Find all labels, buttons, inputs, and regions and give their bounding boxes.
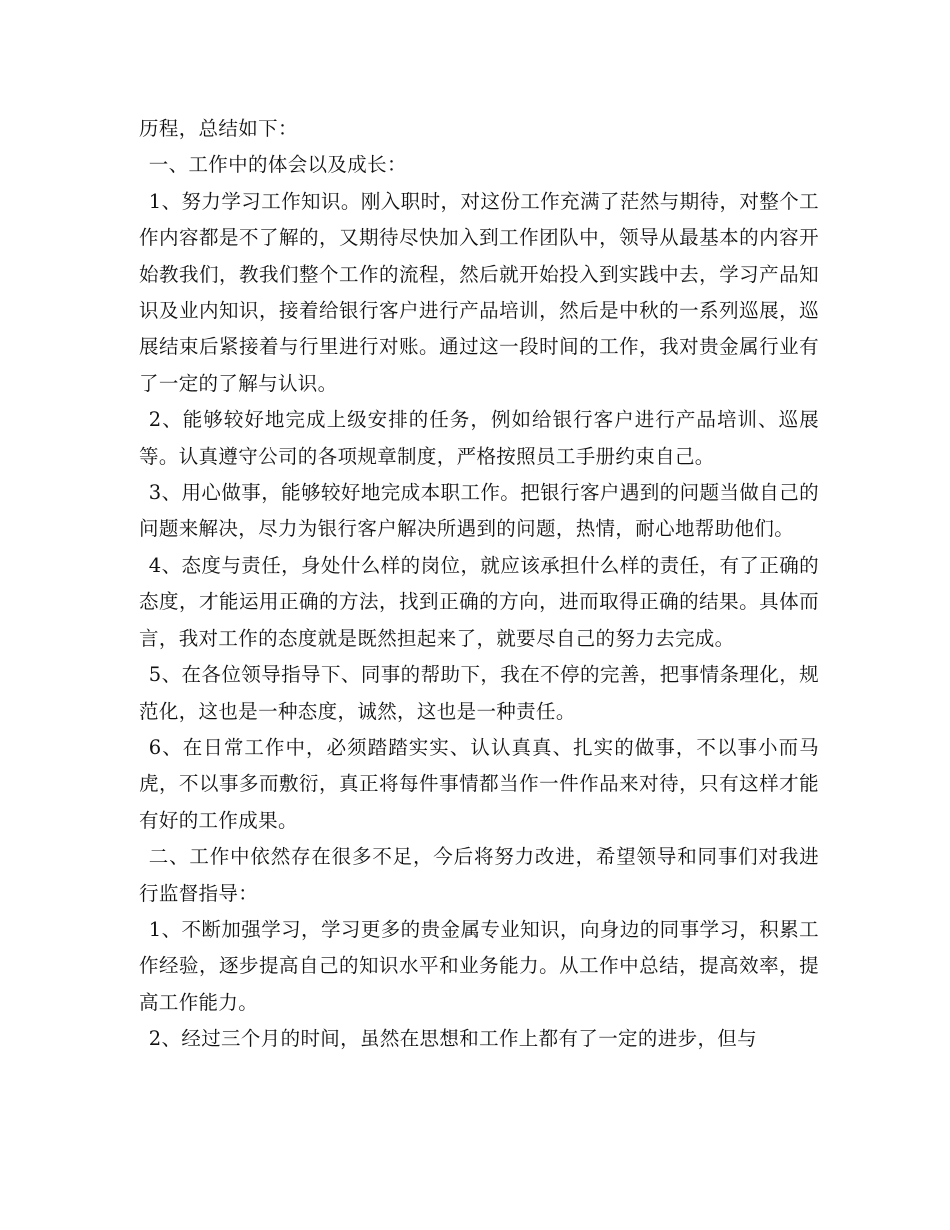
paragraph-item-1-6: 6、在日常工作中，必须踏踏实实、认认真真、扎实的做事，不以事小而马虎，不以事多而敷衍，真正将每件事情都当作一件作品来对待，只有这样才能有好的工作成果。	[139, 735, 819, 832]
paragraph-item-1-4: 4、态度与责任，身处什么样的岗位，就应该承担什么样的责任，有了正确的态度，才能运用正确的方法，找到正确的方向，进而取得正确的结果。具体而言，我对工作的态度就是既然担起来了，就要尽自己的努力去完成。	[139, 553, 819, 650]
paragraph-intro: 历程，总结如下：	[139, 117, 298, 140]
document-body	[139, 111, 819, 1058]
paragraph-item-1-2: 2、能够较好地完成上级安排的任务，例如给银行客户进行产品培训、巡展等。认真遵守公司的各项规章制度，严格按照员工手册约束自己。	[139, 408, 819, 468]
paragraph-item-1-5: 5、在各位领导指导下、同事的帮助下，我在不停的完善，把事情条理化，规范化，这也是一种态度，诚然，这也是一种责任。	[139, 663, 819, 723]
paragraph-item-1-3: 3、用心做事，能够较好地完成本职工作。把银行客户遇到的问题当做自己的问题来解决，尽力为银行客户解决所遇到的问题，热情，耐心地帮助他们。	[139, 481, 819, 541]
paragraph-item-1-1: 1、努力学习工作知识。刚入职时，对这份工作充满了茫然与期待，对整个工作内容都是不了解的，又期待尽快加入到工作团队中，领导从最基本的内容开始教我们，教我们整个工作的流程，然后就开始投入到实践中去，学习产品知识及业内知识，接着给银行客户进行产品培训，然后是中秋的一系列巡展，巡展结束后紧接着与行里进行对账。通过这一段时间的工作，我对贵金属行业有了一定的了解与认识。	[139, 189, 819, 395]
section-heading-2: 二、工作中依然存在很多不足，今后将努力改进，希望领导和同事们对我进行监督指导：	[139, 845, 819, 905]
paragraph-item-2-1: 1、不断加强学习，学习更多的贵金属专业知识，向身边的同事学习，积累工作经验，逐步提高自己的知识水平和业务能力。从工作中总结，提高效率，提高工作能力。	[139, 917, 819, 1014]
paragraph-item-2-2: 2、经过三个月的时间，虽然在思想和工作上都有了一定的进步，但与	[148, 1027, 758, 1051]
section-heading-1: 一、工作中的体会以及成长：	[148, 153, 407, 177]
